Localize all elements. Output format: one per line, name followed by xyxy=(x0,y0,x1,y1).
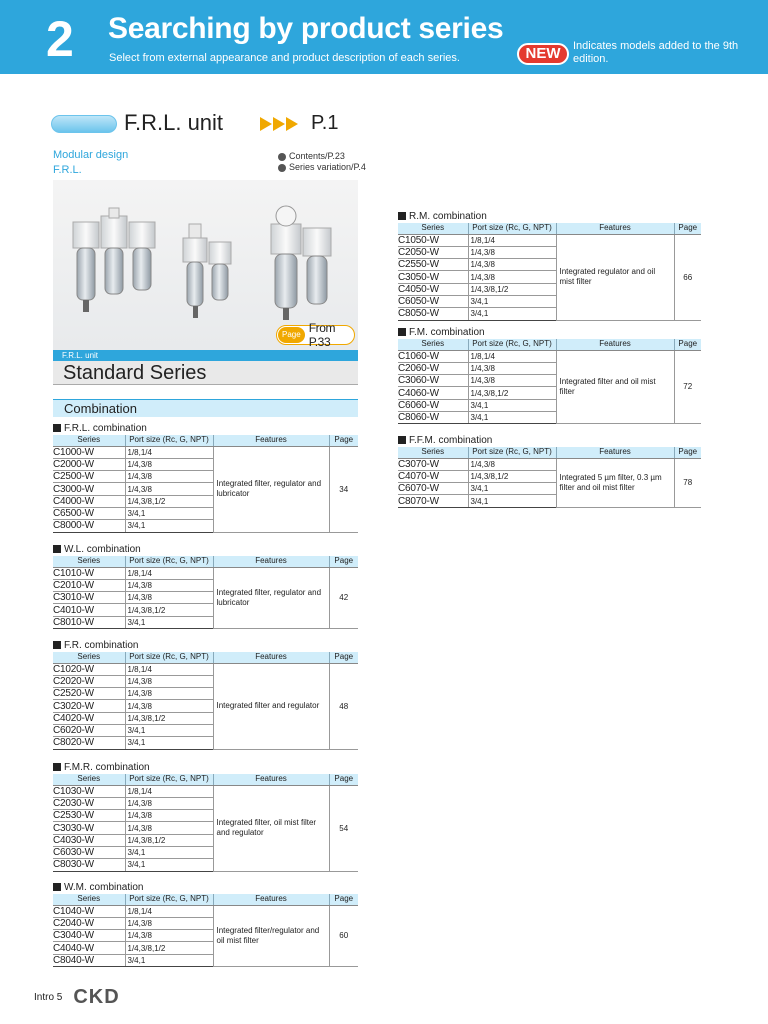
port-size-cell: 3/4,1 xyxy=(125,846,213,858)
section-title: F.R.L. unit xyxy=(124,110,224,135)
table-caption-text: F.R.L. combination xyxy=(64,422,147,434)
column-header-page: Page xyxy=(674,223,701,234)
series-cell: C1050-W xyxy=(398,234,468,246)
port-size-cell: 1/4,3/8 xyxy=(125,822,213,834)
port-size-cell: 1/4,3/8 xyxy=(468,271,556,283)
port-size-cell: 3/4,1 xyxy=(125,520,213,532)
port-size-cell: 1/4,3/8 xyxy=(125,675,213,687)
features-cell: Integrated 5 µm filter, 0.3 µm filter and oil mist filter xyxy=(556,458,674,507)
port-size-cell: 1/4,3/8,1/2 xyxy=(468,283,556,295)
chapter-title: Searching by product series xyxy=(108,12,504,45)
port-size-cell: 1/4,3/8 xyxy=(125,810,213,822)
table-header-row xyxy=(53,774,358,785)
column-header-series: Series xyxy=(398,339,468,350)
series-cell: C6070-W xyxy=(398,483,468,495)
page-cell[interactable]: 48 xyxy=(329,663,358,749)
f-f-m-combination-table xyxy=(398,434,701,508)
series-cell: C3070-W xyxy=(398,458,468,470)
port-size-cell: 3/4,1 xyxy=(468,495,556,507)
port-size-cell: 3/4,1 xyxy=(125,616,213,628)
table-caption-text: F.R. combination xyxy=(64,639,139,651)
series-cell: C6060-W xyxy=(398,399,468,411)
port-size-cell: 3/4,1 xyxy=(125,954,213,966)
page-badge-text: From P.33 xyxy=(308,321,336,349)
page-badge-label: Page xyxy=(278,327,305,343)
table-header-row xyxy=(398,339,701,350)
port-size-cell: 1/4,3/8 xyxy=(125,700,213,712)
series-cell: C8060-W xyxy=(398,411,468,423)
table-header-row xyxy=(398,447,701,458)
section-pill-icon xyxy=(51,115,117,133)
series-cell: C3020-W xyxy=(53,700,125,712)
table-caption xyxy=(398,210,701,222)
ckd-logo: CKD xyxy=(73,986,120,1008)
table-header-row xyxy=(53,652,358,663)
square-bullet-icon xyxy=(53,883,61,891)
series-cell: C2030-W xyxy=(53,797,125,809)
port-size-cell: 1/4,3/8,1/2 xyxy=(468,387,556,399)
series-cell: C3040-W xyxy=(53,930,125,942)
port-size-cell: 1/4,3/8,1/2 xyxy=(125,495,213,507)
port-size-cell: 1/4,3/8 xyxy=(125,471,213,483)
column-header-features: Features xyxy=(213,556,329,567)
table-row xyxy=(53,663,358,675)
column-header-port: Port size (Rc, G, NPT) xyxy=(125,652,213,663)
standard-series-heading: Standard Series xyxy=(53,361,358,385)
column-header-series: Series xyxy=(53,652,125,663)
series-table xyxy=(398,447,701,508)
port-size-cell: 3/4,1 xyxy=(125,507,213,519)
port-size-cell: 3/4,1 xyxy=(468,483,556,495)
port-size-cell: 1/4,3/8,1/2 xyxy=(125,834,213,846)
features-cell: Integrated filter and oil mist filter xyxy=(556,350,674,424)
new-note: Indicates models added to the 9th edition. xyxy=(573,40,739,65)
page-cell[interactable]: 34 xyxy=(329,446,358,532)
features-cell: Integrated filter, oil mist filter and regulator xyxy=(213,785,329,871)
features-cell: Integrated filter, regulator and lubricator xyxy=(213,567,329,628)
table-row xyxy=(398,350,701,362)
series-cell: C4060-W xyxy=(398,387,468,399)
port-size-cell: 1/8,1/4 xyxy=(125,567,213,579)
series-table xyxy=(398,339,701,424)
port-size-cell: 1/4,3/8 xyxy=(125,592,213,604)
table-row xyxy=(53,905,358,917)
page-badge[interactable] xyxy=(276,321,355,349)
square-bullet-icon xyxy=(398,328,406,336)
series-cell: C2040-W xyxy=(53,917,125,929)
unit-label-bar: F.R.L. unit xyxy=(53,350,358,361)
series-cell: C4050-W xyxy=(398,283,468,295)
table-row xyxy=(53,446,358,458)
port-size-cell: 3/4,1 xyxy=(468,308,556,320)
features-cell: Integrated regulator and oil mist filter xyxy=(556,234,674,320)
series-table xyxy=(398,223,701,321)
series-cell: C1030-W xyxy=(53,785,125,797)
port-size-cell: 1/4,3/8 xyxy=(125,930,213,942)
square-bullet-icon xyxy=(53,424,61,432)
w-l-combination-table xyxy=(53,543,358,629)
table-caption-text: F.M.R. combination xyxy=(64,761,150,773)
series-cell: C8010-W xyxy=(53,616,125,628)
footer xyxy=(34,986,120,1009)
reference-links xyxy=(278,151,366,173)
page-cell[interactable]: 72 xyxy=(674,350,701,424)
square-bullet-icon xyxy=(53,641,61,649)
square-bullet-icon xyxy=(398,212,406,220)
series-cell: C4000-W xyxy=(53,495,125,507)
column-header-page: Page xyxy=(329,652,358,663)
series-cell: C2020-W xyxy=(53,675,125,687)
column-header-page: Page xyxy=(674,339,701,350)
series-cell: C8000-W xyxy=(53,520,125,532)
page-cell[interactable]: 66 xyxy=(674,234,701,320)
column-header-page: Page xyxy=(329,894,358,905)
column-header-port: Port size (Rc, G, NPT) xyxy=(125,894,213,905)
port-size-cell: 1/4,3/8,1/2 xyxy=(468,470,556,482)
series-cell: C2050-W xyxy=(398,246,468,258)
table-caption xyxy=(53,422,358,434)
table-header-row xyxy=(53,435,358,446)
port-size-cell: 3/4,1 xyxy=(468,399,556,411)
series-table xyxy=(53,774,358,872)
w-m-combination-table xyxy=(53,881,358,967)
port-size-cell: 1/4,3/8,1/2 xyxy=(125,942,213,954)
table-caption-text: W.L. combination xyxy=(64,543,141,555)
series-cell: C4010-W xyxy=(53,604,125,616)
ref-contents-link[interactable]: Contents/P.23 xyxy=(289,151,345,161)
series-table xyxy=(53,556,358,629)
series-cell: C3060-W xyxy=(398,375,468,387)
series-cell: C2060-W xyxy=(398,362,468,374)
column-header-series: Series xyxy=(398,223,468,234)
table-caption xyxy=(398,326,701,338)
chapter-number: 2 xyxy=(46,11,74,67)
section-page-link[interactable]: P.1 xyxy=(311,112,339,134)
square-bullet-icon xyxy=(398,436,406,444)
series-cell: C2550-W xyxy=(398,259,468,271)
modular-line-2: F.R.L. xyxy=(53,164,82,176)
series-cell: C2000-W xyxy=(53,458,125,470)
table-row xyxy=(53,785,358,797)
triple-arrow-icon xyxy=(260,115,298,133)
table-row xyxy=(398,234,701,246)
series-table xyxy=(53,435,358,533)
series-cell: C1010-W xyxy=(53,567,125,579)
port-size-cell: 1/8,1/4 xyxy=(468,350,556,362)
series-cell: C6050-W xyxy=(398,295,468,307)
port-size-cell: 1/4,3/8 xyxy=(468,246,556,258)
modular-label xyxy=(53,148,128,178)
bullet-icon xyxy=(278,164,286,172)
series-cell: C3030-W xyxy=(53,822,125,834)
series-cell: C8040-W xyxy=(53,954,125,966)
table-row xyxy=(53,567,358,579)
column-header-port: Port size (Rc, G, NPT) xyxy=(125,556,213,567)
page-cell[interactable]: 60 xyxy=(329,905,358,966)
column-header-port: Port size (Rc, G, NPT) xyxy=(468,223,556,234)
series-cell: C8050-W xyxy=(398,308,468,320)
column-header-features: Features xyxy=(213,435,329,446)
column-header-series: Series xyxy=(53,894,125,905)
column-header-series: Series xyxy=(53,556,125,567)
table-row xyxy=(398,458,701,470)
table-header-row xyxy=(53,894,358,905)
series-cell: C6500-W xyxy=(53,507,125,519)
modular-line-1: Modular design xyxy=(53,149,129,161)
page-cell[interactable]: 42 xyxy=(329,567,358,628)
series-cell: C2500-W xyxy=(53,471,125,483)
table-header-row xyxy=(53,556,358,567)
column-header-series: Series xyxy=(53,774,125,785)
column-header-port: Port size (Rc, G, NPT) xyxy=(468,447,556,458)
column-header-page: Page xyxy=(329,435,358,446)
series-cell: C4040-W xyxy=(53,942,125,954)
port-size-cell: 1/8,1/4 xyxy=(125,905,213,917)
new-badge: NEW xyxy=(517,43,569,65)
table-caption xyxy=(398,434,701,446)
column-header-series: Series xyxy=(398,447,468,458)
page-cell[interactable]: 54 xyxy=(329,785,358,871)
table-caption-text: W.M. combination xyxy=(64,881,144,893)
f-m-combination-table xyxy=(398,326,701,424)
port-size-cell: 3/4,1 xyxy=(468,295,556,307)
series-cell: C1000-W xyxy=(53,446,125,458)
table-caption-text: F.M. combination xyxy=(409,326,485,338)
features-cell: Integrated filter/regulator and oil mist filter xyxy=(213,905,329,966)
port-size-cell: 1/4,3/8 xyxy=(125,688,213,700)
series-cell: C1040-W xyxy=(53,905,125,917)
features-cell: Integrated filter, regulator and lubricator xyxy=(213,446,329,532)
series-cell: C6020-W xyxy=(53,724,125,736)
port-size-cell: 1/4,3/8 xyxy=(125,579,213,591)
series-cell: C1060-W xyxy=(398,350,468,362)
series-cell: C4030-W xyxy=(53,834,125,846)
port-size-cell: 3/4,1 xyxy=(125,724,213,736)
column-header-features: Features xyxy=(213,652,329,663)
page-cell[interactable]: 78 xyxy=(674,458,701,507)
column-header-features: Features xyxy=(213,894,329,905)
square-bullet-icon xyxy=(53,545,61,553)
port-size-cell: 1/4,3/8,1/2 xyxy=(125,712,213,724)
series-cell: C8020-W xyxy=(53,737,125,749)
port-size-cell: 1/4,3/8 xyxy=(468,458,556,470)
series-cell: C8070-W xyxy=(398,495,468,507)
series-cell: C3010-W xyxy=(53,592,125,604)
series-cell: C4070-W xyxy=(398,470,468,482)
port-size-cell: 1/4,3/8 xyxy=(468,375,556,387)
table-caption xyxy=(53,543,358,555)
combination-heading: Combination xyxy=(53,399,358,417)
series-cell: C3000-W xyxy=(53,483,125,495)
port-size-cell: 3/4,1 xyxy=(125,737,213,749)
chapter-header xyxy=(0,0,768,74)
port-size-cell: 3/4,1 xyxy=(125,859,213,871)
r-m-combination-table xyxy=(398,210,701,321)
column-header-page: Page xyxy=(329,556,358,567)
f-r-combination-table xyxy=(53,639,358,750)
series-table xyxy=(53,652,358,750)
port-size-cell: 1/8,1/4 xyxy=(125,663,213,675)
column-header-port: Port size (Rc, G, NPT) xyxy=(125,774,213,785)
series-cell: C4020-W xyxy=(53,712,125,724)
port-size-cell: 1/8,1/4 xyxy=(125,785,213,797)
port-size-cell: 1/4,3/8 xyxy=(125,483,213,495)
column-header-page: Page xyxy=(329,774,358,785)
port-size-cell: 1/4,3/8,1/2 xyxy=(125,604,213,616)
features-cell: Integrated filter and regulator xyxy=(213,663,329,749)
port-size-cell: 1/4,3/8 xyxy=(125,797,213,809)
f-r-l-combination-table xyxy=(53,422,358,533)
series-cell: C2530-W xyxy=(53,810,125,822)
table-caption xyxy=(53,639,358,651)
chapter-subtitle: Select from external appearance and product description of each series. xyxy=(109,52,460,64)
port-size-cell: 3/4,1 xyxy=(468,411,556,423)
port-size-cell: 1/4,3/8 xyxy=(125,917,213,929)
series-table xyxy=(53,894,358,967)
column-header-port: Port size (Rc, G, NPT) xyxy=(468,339,556,350)
column-header-page: Page xyxy=(674,447,701,458)
ref-series-variation-link[interactable]: Series variation/P.4 xyxy=(289,162,366,172)
table-caption xyxy=(53,761,358,773)
port-size-cell: 1/4,3/8 xyxy=(468,259,556,271)
column-header-port: Port size (Rc, G, NPT) xyxy=(125,435,213,446)
series-cell: C2010-W xyxy=(53,579,125,591)
port-size-cell: 1/8,1/4 xyxy=(125,446,213,458)
f-m-r-combination-table xyxy=(53,761,358,872)
table-header-row xyxy=(398,223,701,234)
table-caption xyxy=(53,881,358,893)
column-header-features: Features xyxy=(213,774,329,785)
port-size-cell: 1/4,3/8 xyxy=(125,458,213,470)
port-size-cell: 1/8,1/4 xyxy=(468,234,556,246)
table-caption-text: F.F.M. combination xyxy=(409,434,493,446)
series-cell: C1020-W xyxy=(53,663,125,675)
column-header-features: Features xyxy=(556,339,674,350)
column-header-series: Series xyxy=(53,435,125,446)
table-caption-text: R.M. combination xyxy=(409,210,487,222)
series-cell: C8030-W xyxy=(53,859,125,871)
series-cell: C6030-W xyxy=(53,846,125,858)
port-size-cell: 1/4,3/8 xyxy=(468,362,556,374)
series-cell: C2520-W xyxy=(53,688,125,700)
footer-page-number: Intro 5 xyxy=(34,992,63,1003)
column-header-features: Features xyxy=(556,447,674,458)
square-bullet-icon xyxy=(53,763,61,771)
column-header-features: Features xyxy=(556,223,674,234)
series-cell: C3050-W xyxy=(398,271,468,283)
bullet-icon xyxy=(278,153,286,161)
